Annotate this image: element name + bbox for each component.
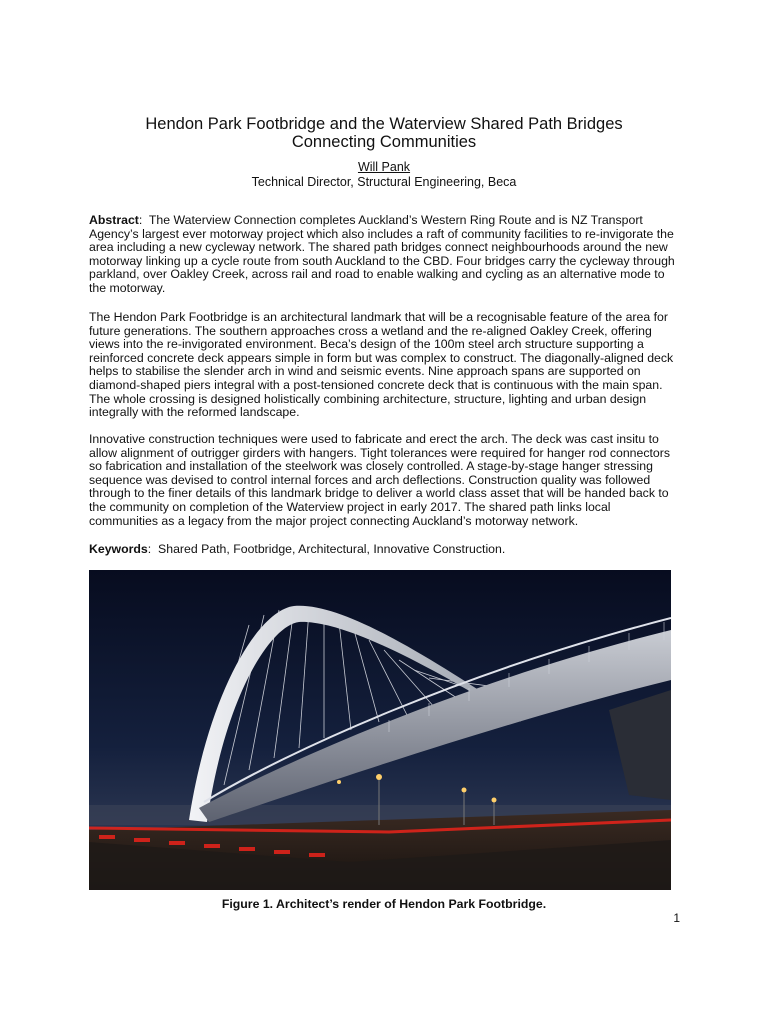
author-block [60,160,708,190]
body-paragraph-2: The Hendon Park Footbridge is an architectural landmark that will be a recognisable feature of the area for future generations. The southern approaches cross a wetland and the re-aligned Oakley Creek, offering views into the re-invigorated environment. Beca’s design of the 100m steel arch structure supporting a reinforced concrete deck appears simple in form but was complex to construct. The diagonally-aligned deck helps to stabilise the slender arch in wind and seismic events. Nine approach spans are supported on diamond-shaped piers integral with a post-tensioned concrete deck that is continuous with the main span. The whole crossing is designed holistically combining architecture, structure, lighting and urban design integrally with the reformed landscape. [89,310,674,420]
body-paragraph-3: Innovative construction techniques were used to fabricate and erect the arch. The deck was cast insitu to allow alignment of outrigger girders with hangers. Tight tolerances were required for hanger rod connectors so fabrication and installation of the steelwork was closely controlled. A stage-by-stage hanger stressing sequence was devised to control internal forces and arch deflections. Construction quality was followed through to the finer details of this landmark bridge to deliver a world class asset that will be handed back to the community on completion of the Waterview project in early 2017. The shared path links local communities as a legacy from the major project connecting Auckland’s motorway network. [89,432,670,528]
bridge-render-figure [89,570,671,890]
author-name: Will Pank [357,160,411,174]
bridge-render-image [89,570,671,890]
abstract-text: The Waterview Connection completes Auckland’s Western Ring Route and is NZ Transport Agency’s largest ever motorway project which also includes a raft of community facilities to re-invigorate the area including a new cycleway network. The shared path bridges connect neighbourhoods around the new motorway linking up a cycle route from south Auckland to the CBD. Four bridges carry the cycleway through parkland, over Oakley Creek, across rail and road to enable walking and cycling as an alternative mode to the motorway. [89,213,675,295]
abstract-label: Abstract [89,213,139,227]
paper-title [60,115,708,151]
figure-caption: Figure 1. Architect’s render of Hendon Park Footbridge. [221,897,547,911]
paper-title-line-1: Hendon Park Footbridge and the Waterview Shared Path Bridges [145,115,623,133]
author-affiliation: Technical Director, Structural Engineering, Beca [251,175,517,189]
paper-title-line-2: Connecting Communities [291,133,477,151]
abstract-paragraph: Abstract: The Waterview Connection completes Auckland’s Western Ring Route and is NZ Transport Agency’s largest ever motorway project which also includes a raft of community facilities to re-invigorate the area including a new cycleway network. The shared path bridges connect neighbourhoods around the new motorway linking up a cycle route from south Auckland to the CBD. Four bridges carry the cycleway through parkland, over Oakley Creek, across rail and road to enable walking and cycling as an alternative mode to the motorway. [89,213,675,295]
keywords-label: Keywords [89,542,148,556]
keywords-paragraph: Keywords: Shared Path, Footbridge, Architectural, Innovative Construction. [89,542,506,556]
page-number: 1 [673,911,680,925]
keywords-text: Shared Path, Footbridge, Architectural, Innovative Construction. [158,542,506,556]
